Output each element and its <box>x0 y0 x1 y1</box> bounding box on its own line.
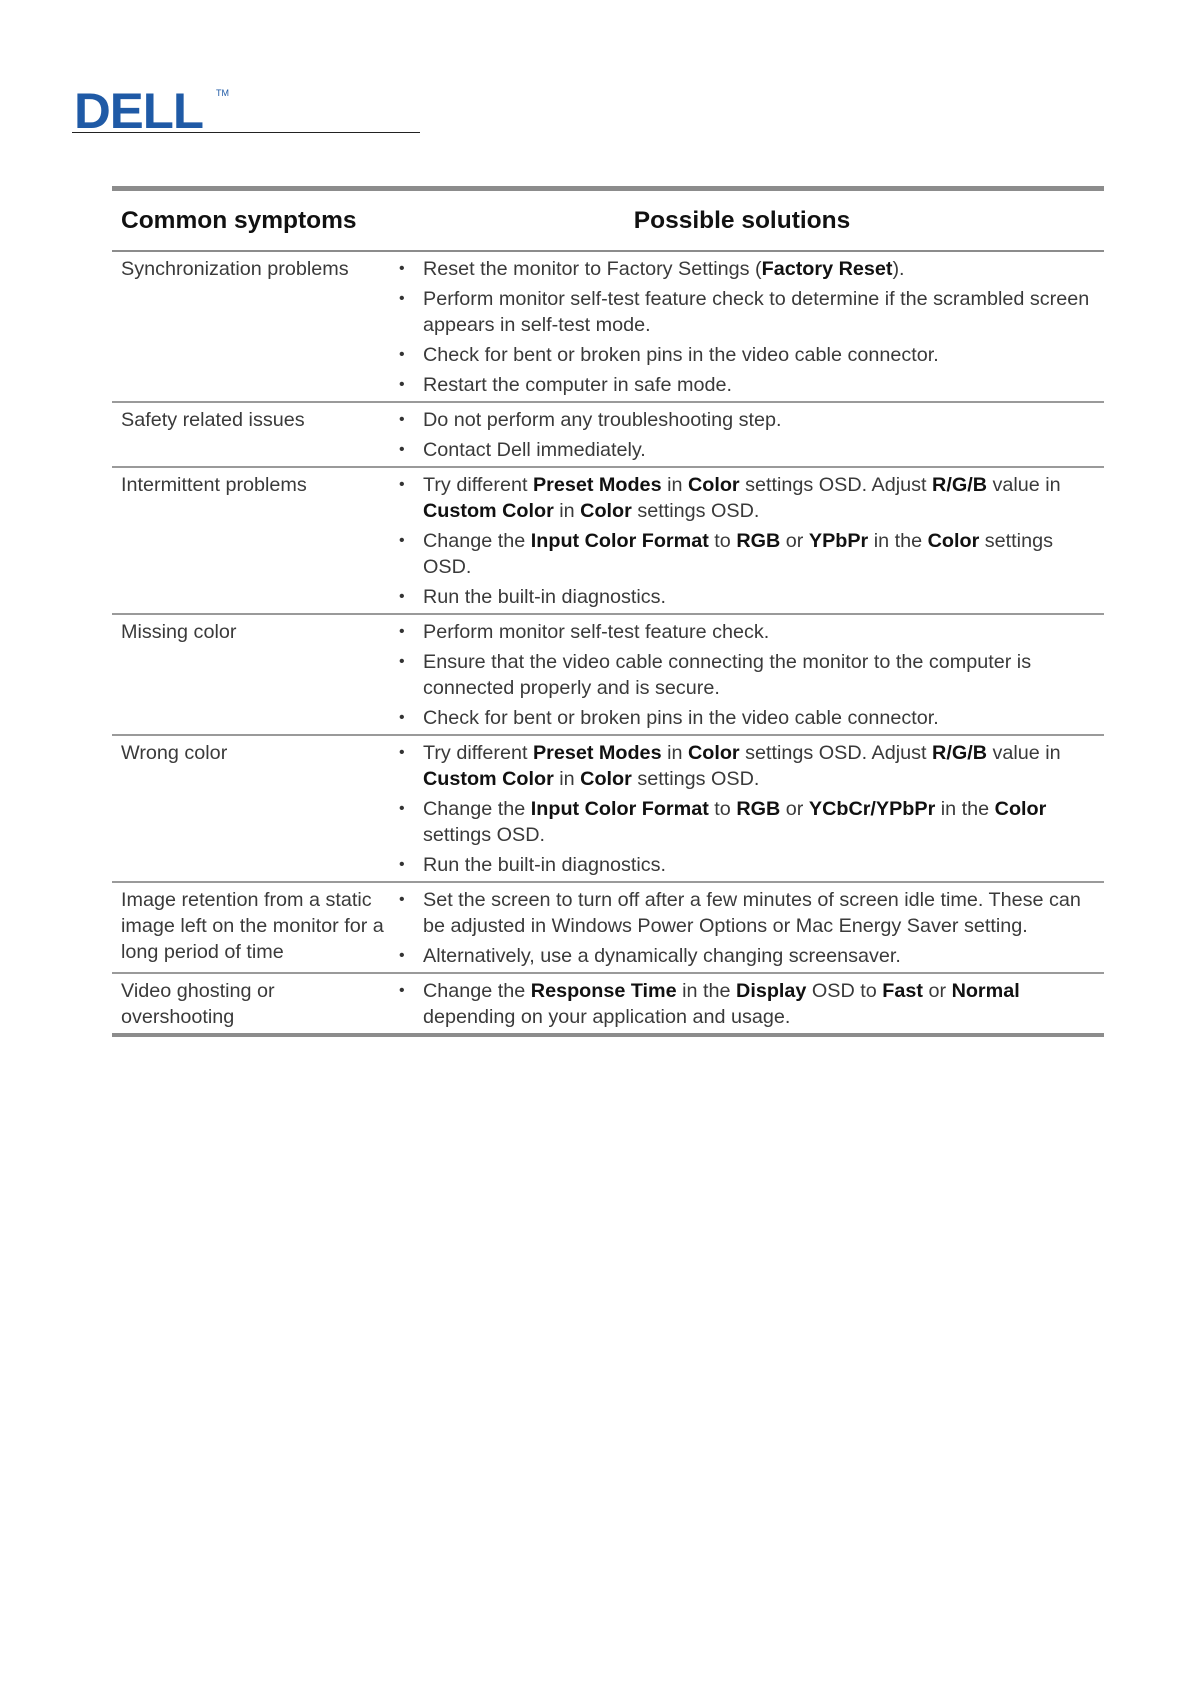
solution-term: Color <box>580 768 632 790</box>
solution-item <box>399 407 1100 433</box>
solution-term: Color <box>927 530 980 552</box>
solution-term: Color <box>994 798 1047 820</box>
solution-text: Perform monitor self-test feature check to determine if the scrambled screen appears in self-test mode. <box>423 288 1090 336</box>
table-row <box>112 251 1104 402</box>
solution-term: Factory Reset <box>761 258 893 280</box>
solution-text: Check for bent or broken pins in the video cable connector. <box>423 707 939 729</box>
table-body <box>112 251 1104 1035</box>
solution-term: RGB <box>736 530 781 552</box>
solution-item <box>399 943 1100 969</box>
solution-item <box>399 584 1100 610</box>
solution-text: or <box>780 530 809 552</box>
solution-term: Input Color Format <box>530 798 709 820</box>
solution-text: or <box>922 980 952 1002</box>
solutions-cell <box>390 614 1104 735</box>
solution-item <box>399 286 1100 338</box>
solutions-list <box>399 887 1100 969</box>
solution-term: Custom Color <box>423 768 554 790</box>
solution-text: in <box>661 742 688 764</box>
solution-term: Color <box>687 474 740 496</box>
header-possible-solutions: Possible solutions <box>390 189 1104 252</box>
solutions-list <box>399 472 1100 610</box>
solution-text: in the <box>676 980 737 1002</box>
solution-text: Alternatively, use a dynamically changing screensaver. <box>423 945 901 967</box>
solution-item <box>399 342 1100 368</box>
solutions-cell <box>390 973 1104 1035</box>
solution-text: Contact Dell immediately. <box>423 439 646 461</box>
solution-text: in the <box>868 530 928 552</box>
table-row <box>112 735 1104 882</box>
solution-text: settings OSD. Adjust <box>739 742 933 764</box>
solutions-cell <box>390 251 1104 402</box>
solution-text: ). <box>892 258 905 280</box>
table-row <box>112 973 1104 1035</box>
solution-term: Response Time <box>530 980 677 1002</box>
solution-text: Reset the monitor to Factory Settings ( <box>423 258 762 280</box>
solution-term: YPbPr <box>808 530 869 552</box>
symptom-cell: Wrong color <box>112 735 390 882</box>
solution-item <box>399 649 1100 701</box>
solution-text: settings OSD. Adjust <box>739 474 933 496</box>
solution-term: Input Color Format <box>530 530 709 552</box>
solution-term: Color <box>687 742 740 764</box>
solutions-list <box>399 619 1100 731</box>
dell-logo-text: DELL <box>74 84 204 134</box>
solution-text: Check for bent or broken pins in the video cable connector. <box>423 344 939 366</box>
solution-item <box>399 887 1100 939</box>
solution-item <box>399 796 1100 848</box>
symptom-cell: Video ghosting or overshooting <box>112 973 390 1035</box>
solution-term: Normal <box>951 980 1020 1002</box>
solution-text: in the <box>935 798 995 820</box>
solution-text: or <box>780 798 809 820</box>
solution-text: Try different <box>423 474 533 496</box>
solutions-cell <box>390 402 1104 467</box>
solution-item <box>399 740 1100 792</box>
symptom-cell: Missing color <box>112 614 390 735</box>
solution-item <box>399 256 1100 282</box>
solution-text: to <box>708 530 737 552</box>
solution-text: Change the <box>423 980 531 1002</box>
solution-item <box>399 978 1100 1030</box>
solution-text: Change the <box>423 798 531 820</box>
symptom-cell: Intermittent problems <box>112 467 390 614</box>
table-row <box>112 614 1104 735</box>
solutions-list <box>399 978 1100 1030</box>
header-rule <box>72 132 420 133</box>
solution-term: Display <box>736 980 807 1002</box>
solution-term: Preset Modes <box>532 742 662 764</box>
solutions-list <box>399 256 1100 398</box>
solution-text: in <box>553 768 581 790</box>
solution-text: in <box>553 500 581 522</box>
solution-item <box>399 619 1100 645</box>
solution-term: Color <box>580 500 632 522</box>
header-common-symptoms: Common symptoms <box>112 189 390 252</box>
table-row <box>112 467 1104 614</box>
solution-term: Custom Color <box>423 500 554 522</box>
solution-text: to <box>708 798 737 820</box>
solution-text: value in <box>986 474 1061 496</box>
solutions-cell <box>390 735 1104 882</box>
solution-item <box>399 852 1100 878</box>
solution-text: Run the built-in diagnostics. <box>423 586 667 608</box>
solution-term: RGB <box>736 798 781 820</box>
solution-text: Change the <box>423 530 531 552</box>
solution-item <box>399 437 1100 463</box>
solution-text: in <box>661 474 688 496</box>
symptom-cell: Safety related issues <box>112 402 390 467</box>
solution-text: settings OSD. <box>631 500 760 522</box>
solution-item <box>399 472 1100 524</box>
solution-term: Fast <box>882 980 923 1002</box>
troubleshooting-table <box>112 186 1104 1037</box>
solutions-list <box>399 407 1100 463</box>
solution-text: Ensure that the video cable connecting the monitor to the computer is connected properly and is secure. <box>423 651 1032 699</box>
solution-term: R/G/B <box>932 474 987 496</box>
solution-text: Restart the computer in safe mode. <box>423 374 732 396</box>
solution-text: value in <box>986 742 1061 764</box>
solution-text: settings OSD. <box>631 768 760 790</box>
solution-item <box>399 528 1100 580</box>
solution-text: depending on your application and usage. <box>423 1006 791 1028</box>
solution-text: Do not perform any troubleshooting step. <box>423 409 782 431</box>
solution-item <box>399 705 1100 731</box>
table-row <box>112 402 1104 467</box>
symptom-cell: Image retention from a static image left on the monitor for a long period of time <box>112 882 390 973</box>
solutions-cell <box>390 882 1104 973</box>
symptom-cell: Synchronization problems <box>121 258 349 280</box>
solution-text: Set the screen to turn off after a few minutes of screen idle time. These can be adjusted in Windows Power Options or Mac Energy Saver setting. <box>423 889 1081 937</box>
solution-text: settings OSD. <box>423 824 546 846</box>
solution-item <box>399 372 1100 398</box>
solution-text: Perform monitor self-test feature check. <box>423 621 770 643</box>
solution-text: Run the built-in diagnostics. <box>423 854 667 876</box>
solution-text: settings OSD. <box>423 530 1053 578</box>
solution-text: Try different <box>423 742 533 764</box>
solutions-list <box>399 740 1100 878</box>
table-row <box>112 882 1104 973</box>
dell-logo <box>74 84 234 134</box>
table-header-row <box>112 189 1104 252</box>
solution-term: R/G/B <box>932 742 987 764</box>
dell-logo-trademark: TM <box>216 88 229 98</box>
solutions-cell <box>390 467 1104 614</box>
solution-text: OSD to <box>806 980 883 1002</box>
solution-term: YCbCr/YPbPr <box>808 798 936 820</box>
solution-term: Preset Modes <box>532 474 662 496</box>
